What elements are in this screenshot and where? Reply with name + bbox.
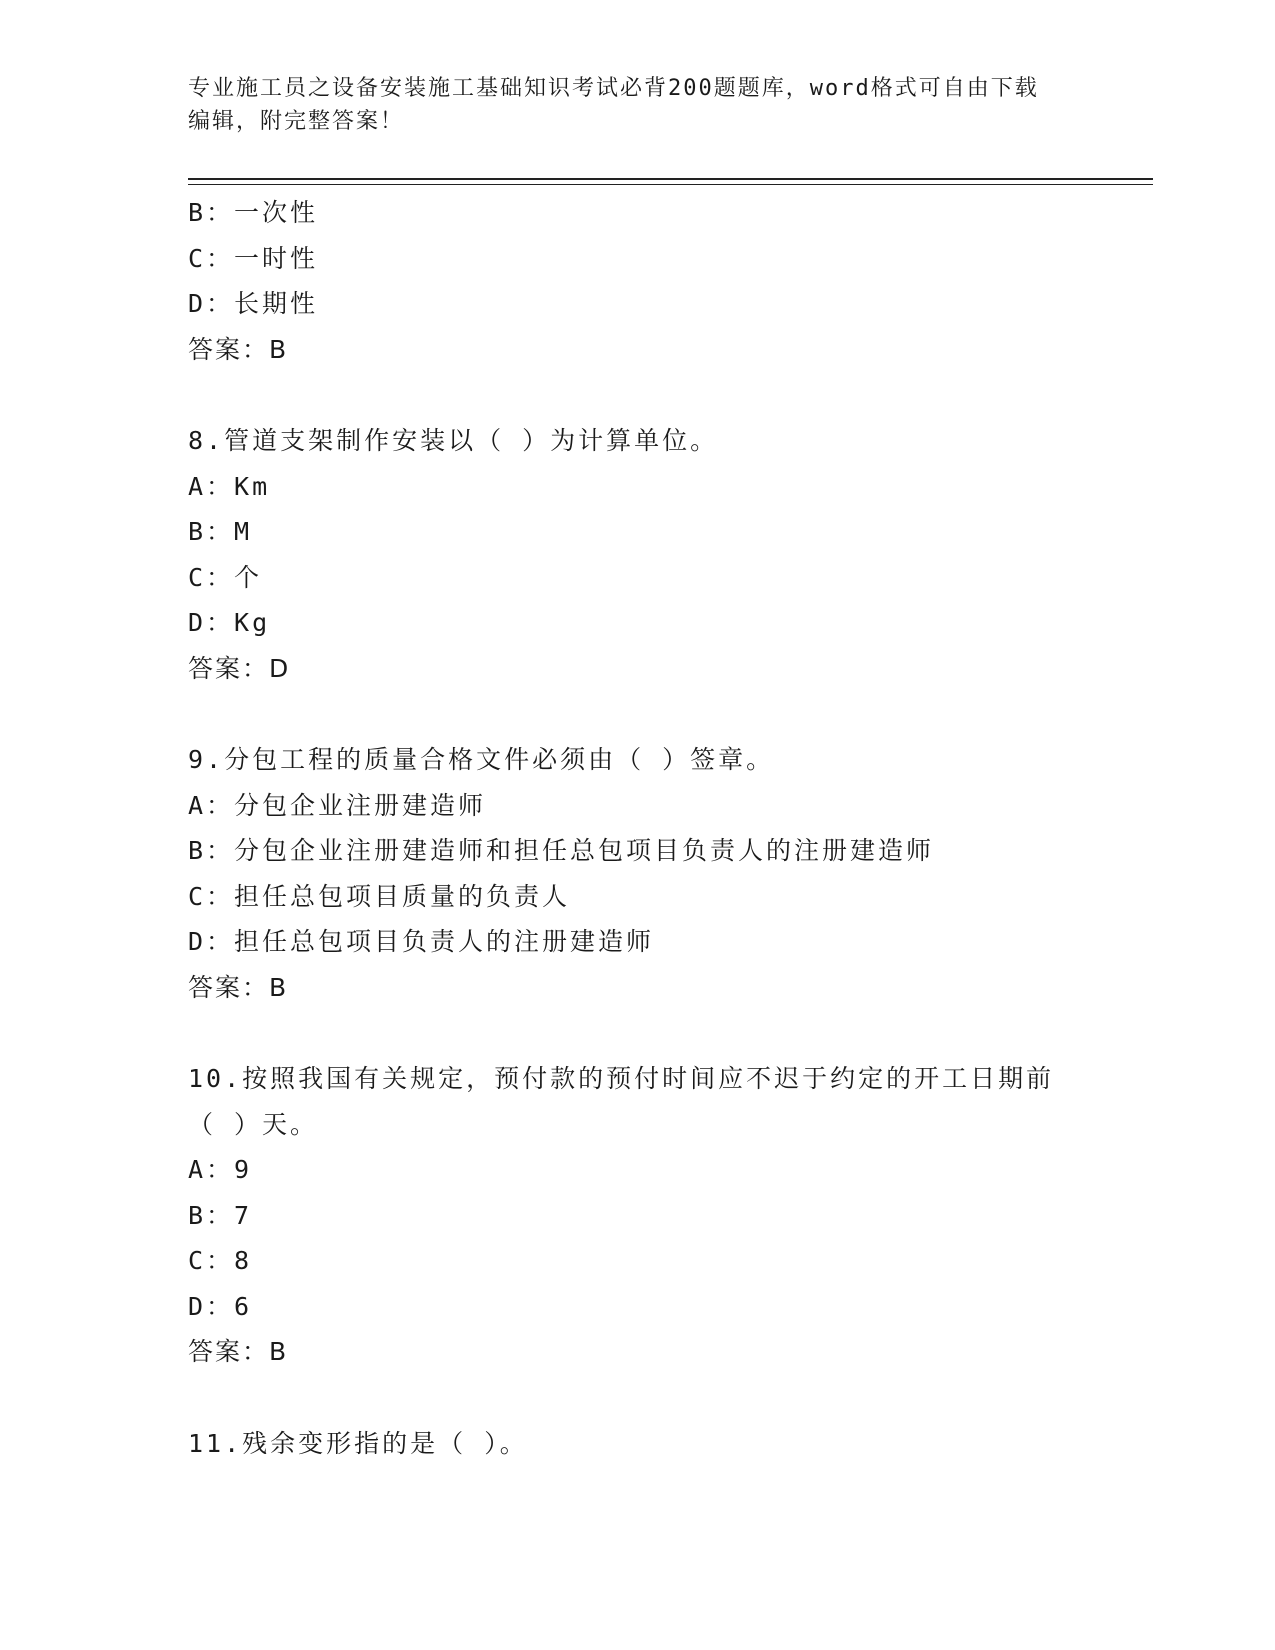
spacer [188,1010,1118,1056]
spacer [188,691,1118,737]
option-d: D：6 [188,1291,253,1321]
question-block-10 [188,1056,1118,1375]
spacer [188,1375,1118,1421]
answer-line: 答案：B [188,972,289,1002]
answer-line: 答案：B [188,334,289,364]
option-d: D：Kg [188,608,271,637]
question-text-line-1: 10.按照我国有关规定，预付款的预付时间应不迟于约定的开工日期前 [188,1064,1055,1093]
question-block-11 [188,1421,1118,1467]
option-c: C：一时性 [188,243,319,273]
question-block-8 [188,418,1118,691]
option-c: C：担任总包项目质量的负责人 [188,881,571,911]
question-block-9 [188,737,1118,1010]
option-d: D：担任总包项目负责人的注册建造师 [188,927,655,956]
header-line-1: 专业施工员之设备安装施工基础知识考试必背200题题库，word格式可自由下载 [188,76,1039,101]
option-b: B：7 [188,1200,253,1230]
question-text: 11.残余变形指的是（ ）。 [188,1428,528,1458]
option-a: A：Km [188,471,271,501]
answer-line: 答案：D [188,653,291,683]
header-line-2: 编辑，附完整答案！ [188,109,405,134]
option-c: C：8 [188,1246,253,1275]
header-divider-thick [188,178,1153,180]
document-header [188,72,1088,138]
option-d: D：长期性 [188,289,319,318]
option-c: C：个 [188,562,263,592]
question-text: 8.管道支架制作安装以（ ）为计算单位。 [188,426,719,455]
question-block-7 [188,190,1118,372]
question-list [188,190,1118,1466]
question-text: 9.分包工程的质量合格文件必须由（ ）签章。 [188,745,775,774]
option-b: B：一次性 [188,198,319,227]
answer-line: 答案：B [188,1337,289,1366]
header-divider-thin [188,184,1153,185]
option-b: B：分包企业注册建造师和担任总包项目负责人的注册建造师 [188,836,935,865]
option-b: B：M [188,517,253,546]
option-a: A：分包企业注册建造师 [188,790,487,820]
option-a: A：9 [188,1155,253,1184]
spacer [188,372,1118,418]
question-text-line-2: （ ）天。 [188,1109,319,1139]
